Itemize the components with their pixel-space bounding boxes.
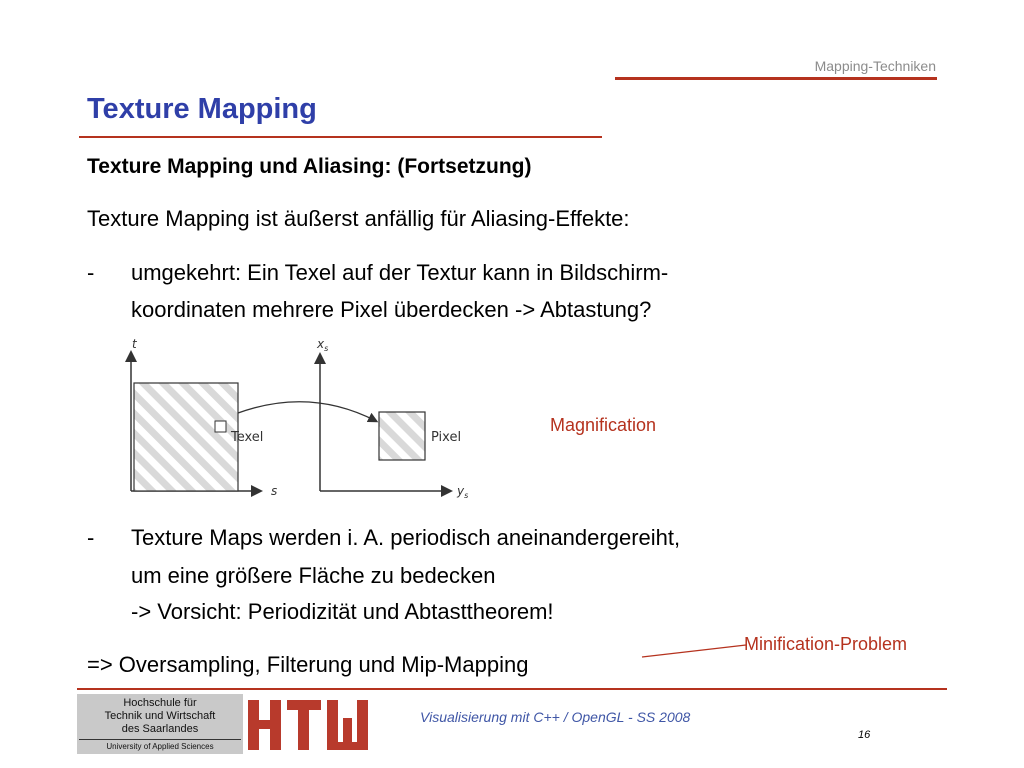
t-axis-label: t (132, 337, 137, 351)
xs-axis-label: $x_s$ (317, 337, 329, 353)
course-footer: Visualisierung mit C++ / OpenGL - SS 2008 (420, 709, 691, 725)
htw-logo (245, 696, 378, 754)
logo-divider (79, 739, 241, 740)
texel-marker (215, 421, 226, 432)
bullet-2-line-2: um eine größere Fläche zu bedecken (131, 563, 496, 588)
bullet-2-line-1: Texture Maps werden i. A. periodisch aneinandergereiht, (131, 525, 681, 550)
intro-text: Texture Mapping ist äußerst anfällig für Aliasing-Effekte: (87, 206, 630, 231)
section-rule (615, 77, 937, 80)
institution-line: Hochschule für (123, 697, 197, 709)
slide-title: Texture Mapping (87, 93, 317, 125)
title-underline (79, 136, 602, 138)
section-label: Mapping-Techniken (814, 58, 936, 74)
slide-subtitle: Texture Mapping und Aliasing: (Fortsetzung) (87, 155, 532, 178)
pixel-label: Pixel (431, 430, 462, 445)
page-number: 16 (858, 729, 871, 741)
minification-label: Minification-Problem (744, 634, 908, 654)
footer-rule (77, 688, 947, 690)
bullet-marker: - (87, 525, 95, 550)
magnification-label: Magnification (550, 415, 657, 435)
s-axis-label: s (271, 484, 278, 498)
bullet-1-line-2: koordinaten mehrere Pixel überdecken -> Abtastung? (131, 297, 652, 322)
institution-line: des Saarlandes (121, 723, 199, 735)
institution-line: Technik und Wirtschaft (104, 710, 216, 722)
pixel-square (379, 412, 425, 460)
bullet-2-line-3: -> Vorsicht: Periodizität und Abtasttheorem! (131, 599, 554, 624)
bullet-marker: - (87, 260, 95, 285)
institution-name (84, 697, 236, 736)
minification-pointer (640, 640, 750, 660)
texture-square (134, 383, 238, 491)
ys-axis-label: $y_s$ (457, 484, 469, 500)
texel-label: Texel (231, 430, 264, 445)
mapping-arrow (238, 402, 376, 421)
texel-pixel-figure (110, 335, 490, 505)
bullet-1-line-1: umgekehrt: Ein Texel auf der Textur kann in Bildschirm- (131, 260, 669, 285)
conclusion-text: => Oversampling, Filterung und Mip-Mapping (87, 652, 529, 677)
university-label: University of Applied Sciences (106, 742, 214, 751)
